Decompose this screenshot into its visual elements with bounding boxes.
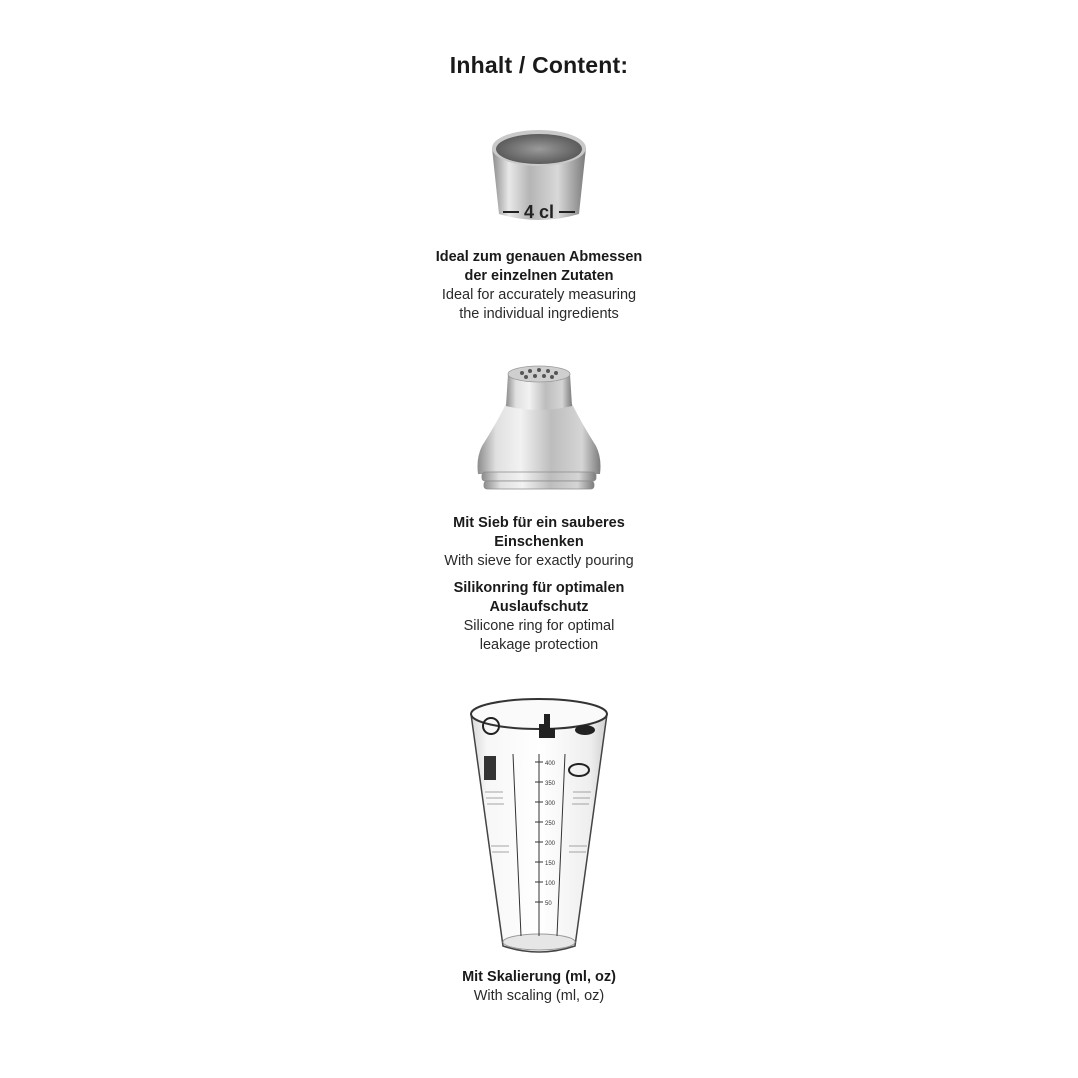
scale-label: 150 <box>545 861 556 867</box>
item-1-de-line-1: Ideal zum genauen Abmessen <box>435 249 643 265</box>
item-3-de-line-1: Mit Skalierung (ml, oz) <box>462 969 616 985</box>
item-2b-en-line-1: Silicone ring for optimal <box>463 618 615 634</box>
scale-label: 200 <box>545 841 556 847</box>
item-2b-de-line-1: Silikonring für optimalen <box>453 580 625 596</box>
strainer-lid-image <box>0 364 1078 498</box>
item-2-en-line-1: With sieve for exactly pouring <box>444 553 634 569</box>
page-title: Inhalt / Content: <box>449 52 629 78</box>
glass-bowl-icon <box>575 725 595 735</box>
glass-recipe-icon <box>484 756 496 780</box>
strainer-lid-icon <box>474 364 604 498</box>
item-3-text <box>0 968 1078 1006</box>
item-1-en-line-2: the individual ingredients <box>459 306 619 322</box>
item-1-de-line-2: der einzelnen Zutaten <box>464 268 614 284</box>
scale-label: 400 <box>545 761 556 767</box>
item-2-de-line-2: Einschenken <box>494 534 584 550</box>
measuring-cup-image <box>0 126 1078 226</box>
scale-label: 100 <box>545 881 556 887</box>
scale-label: 300 <box>545 801 556 807</box>
scale-label: 250 <box>545 821 556 827</box>
mixing-glass-image <box>0 696 1078 958</box>
item-2b-en-line-2: leakage protection <box>479 637 599 653</box>
item-1-en-line-1: Ideal for accurately measuring <box>441 287 637 303</box>
item-1-text <box>0 248 1078 324</box>
item-3-en-line-1: With scaling (ml, oz) <box>473 988 605 1004</box>
item-2b-de-line-2: Auslaufschutz <box>489 599 589 615</box>
measuring-cup-icon <box>489 126 589 226</box>
item-2-de-line-1: Mit Sieb für ein sauberes <box>453 515 625 531</box>
item-2-text <box>0 514 1078 571</box>
item-2b-text <box>0 579 1078 655</box>
scale-label: 350 <box>545 781 556 787</box>
cup-4cl-label: 4 cl <box>523 202 555 222</box>
mixing-glass-icon <box>469 696 609 958</box>
scale-label: 50 <box>545 901 552 907</box>
